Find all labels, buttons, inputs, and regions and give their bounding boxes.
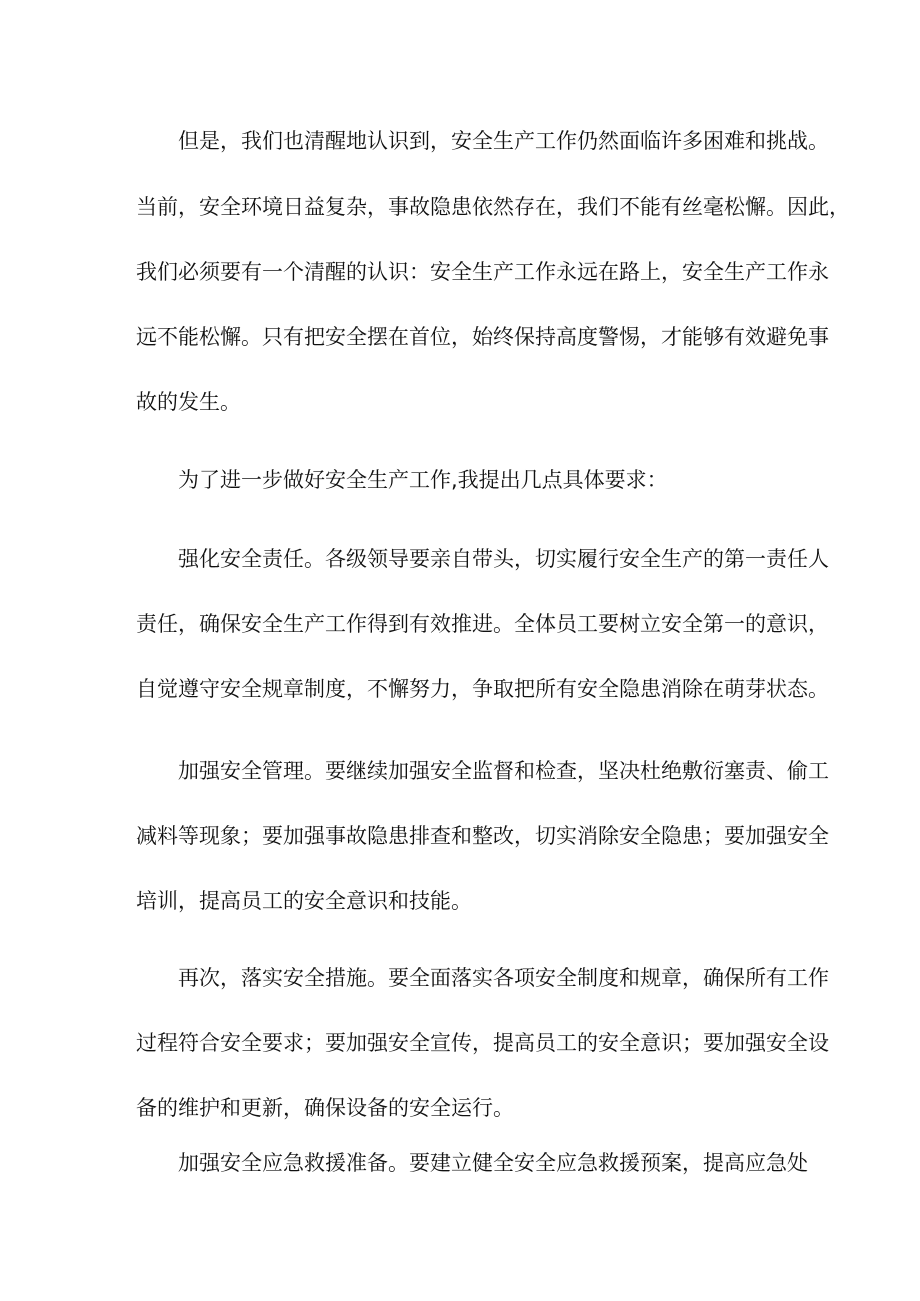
text-line: 再次，落实安全措施。要全面落实各项安全制度和规章，确保所有工作 <box>178 966 829 990</box>
text-line: 责任，确保安全生产工作得到有效推进。全体员工要树立安全第一的意识， <box>136 612 829 636</box>
text-line: 但是，我们也清醒地认识到，安全生产工作仍然面临许多困难和挑战。 <box>178 129 829 153</box>
text-line: 远不能松懈。只有把安全摆在首位，始终保持高度警惕，才能够有效避免事 <box>136 325 829 349</box>
text-line: 故的发生。 <box>136 390 241 414</box>
text-line: 强化安全责任。各级领导要亲自带头，切实履行安全生产的第一责任人 <box>178 547 829 571</box>
text-line: 培训，提高员工的安全意识和技能。 <box>136 889 472 913</box>
text-line: 加强安全管理。要继续加强安全监督和检查，坚决杜绝敷衍塞责、偷工 <box>178 759 829 783</box>
text-line: 减料等现象；要加强事故隐患排查和整改，切实消除安全隐患；要加强安全 <box>136 824 829 848</box>
text-line: 过程符合安全要求；要加强安全宣传，提高员工的安全意识；要加强安全设 <box>136 1031 829 1055</box>
text-line: 我们必须要有一个清醒的认识：安全生产工作永远在路上，安全生产工作永 <box>136 260 829 284</box>
text-line: 当前，安全环境日益复杂，事故隐患依然存在，我们不能有丝毫松懈。因此， <box>136 195 850 219</box>
text-line: 加强安全应急救援准备。要建立健全安全应急救援预案，提高应急处 <box>178 1151 808 1175</box>
text-line: 备的维护和更新，确保设备的安全运行。 <box>136 1096 514 1120</box>
text-line: 为了进一步做好安全生产工作,我提出几点具体要求： <box>178 468 668 492</box>
text-line: 自觉遵守安全规章制度，不懈努力，争取把所有安全隐患消除在萌芽状态。 <box>136 677 829 701</box>
